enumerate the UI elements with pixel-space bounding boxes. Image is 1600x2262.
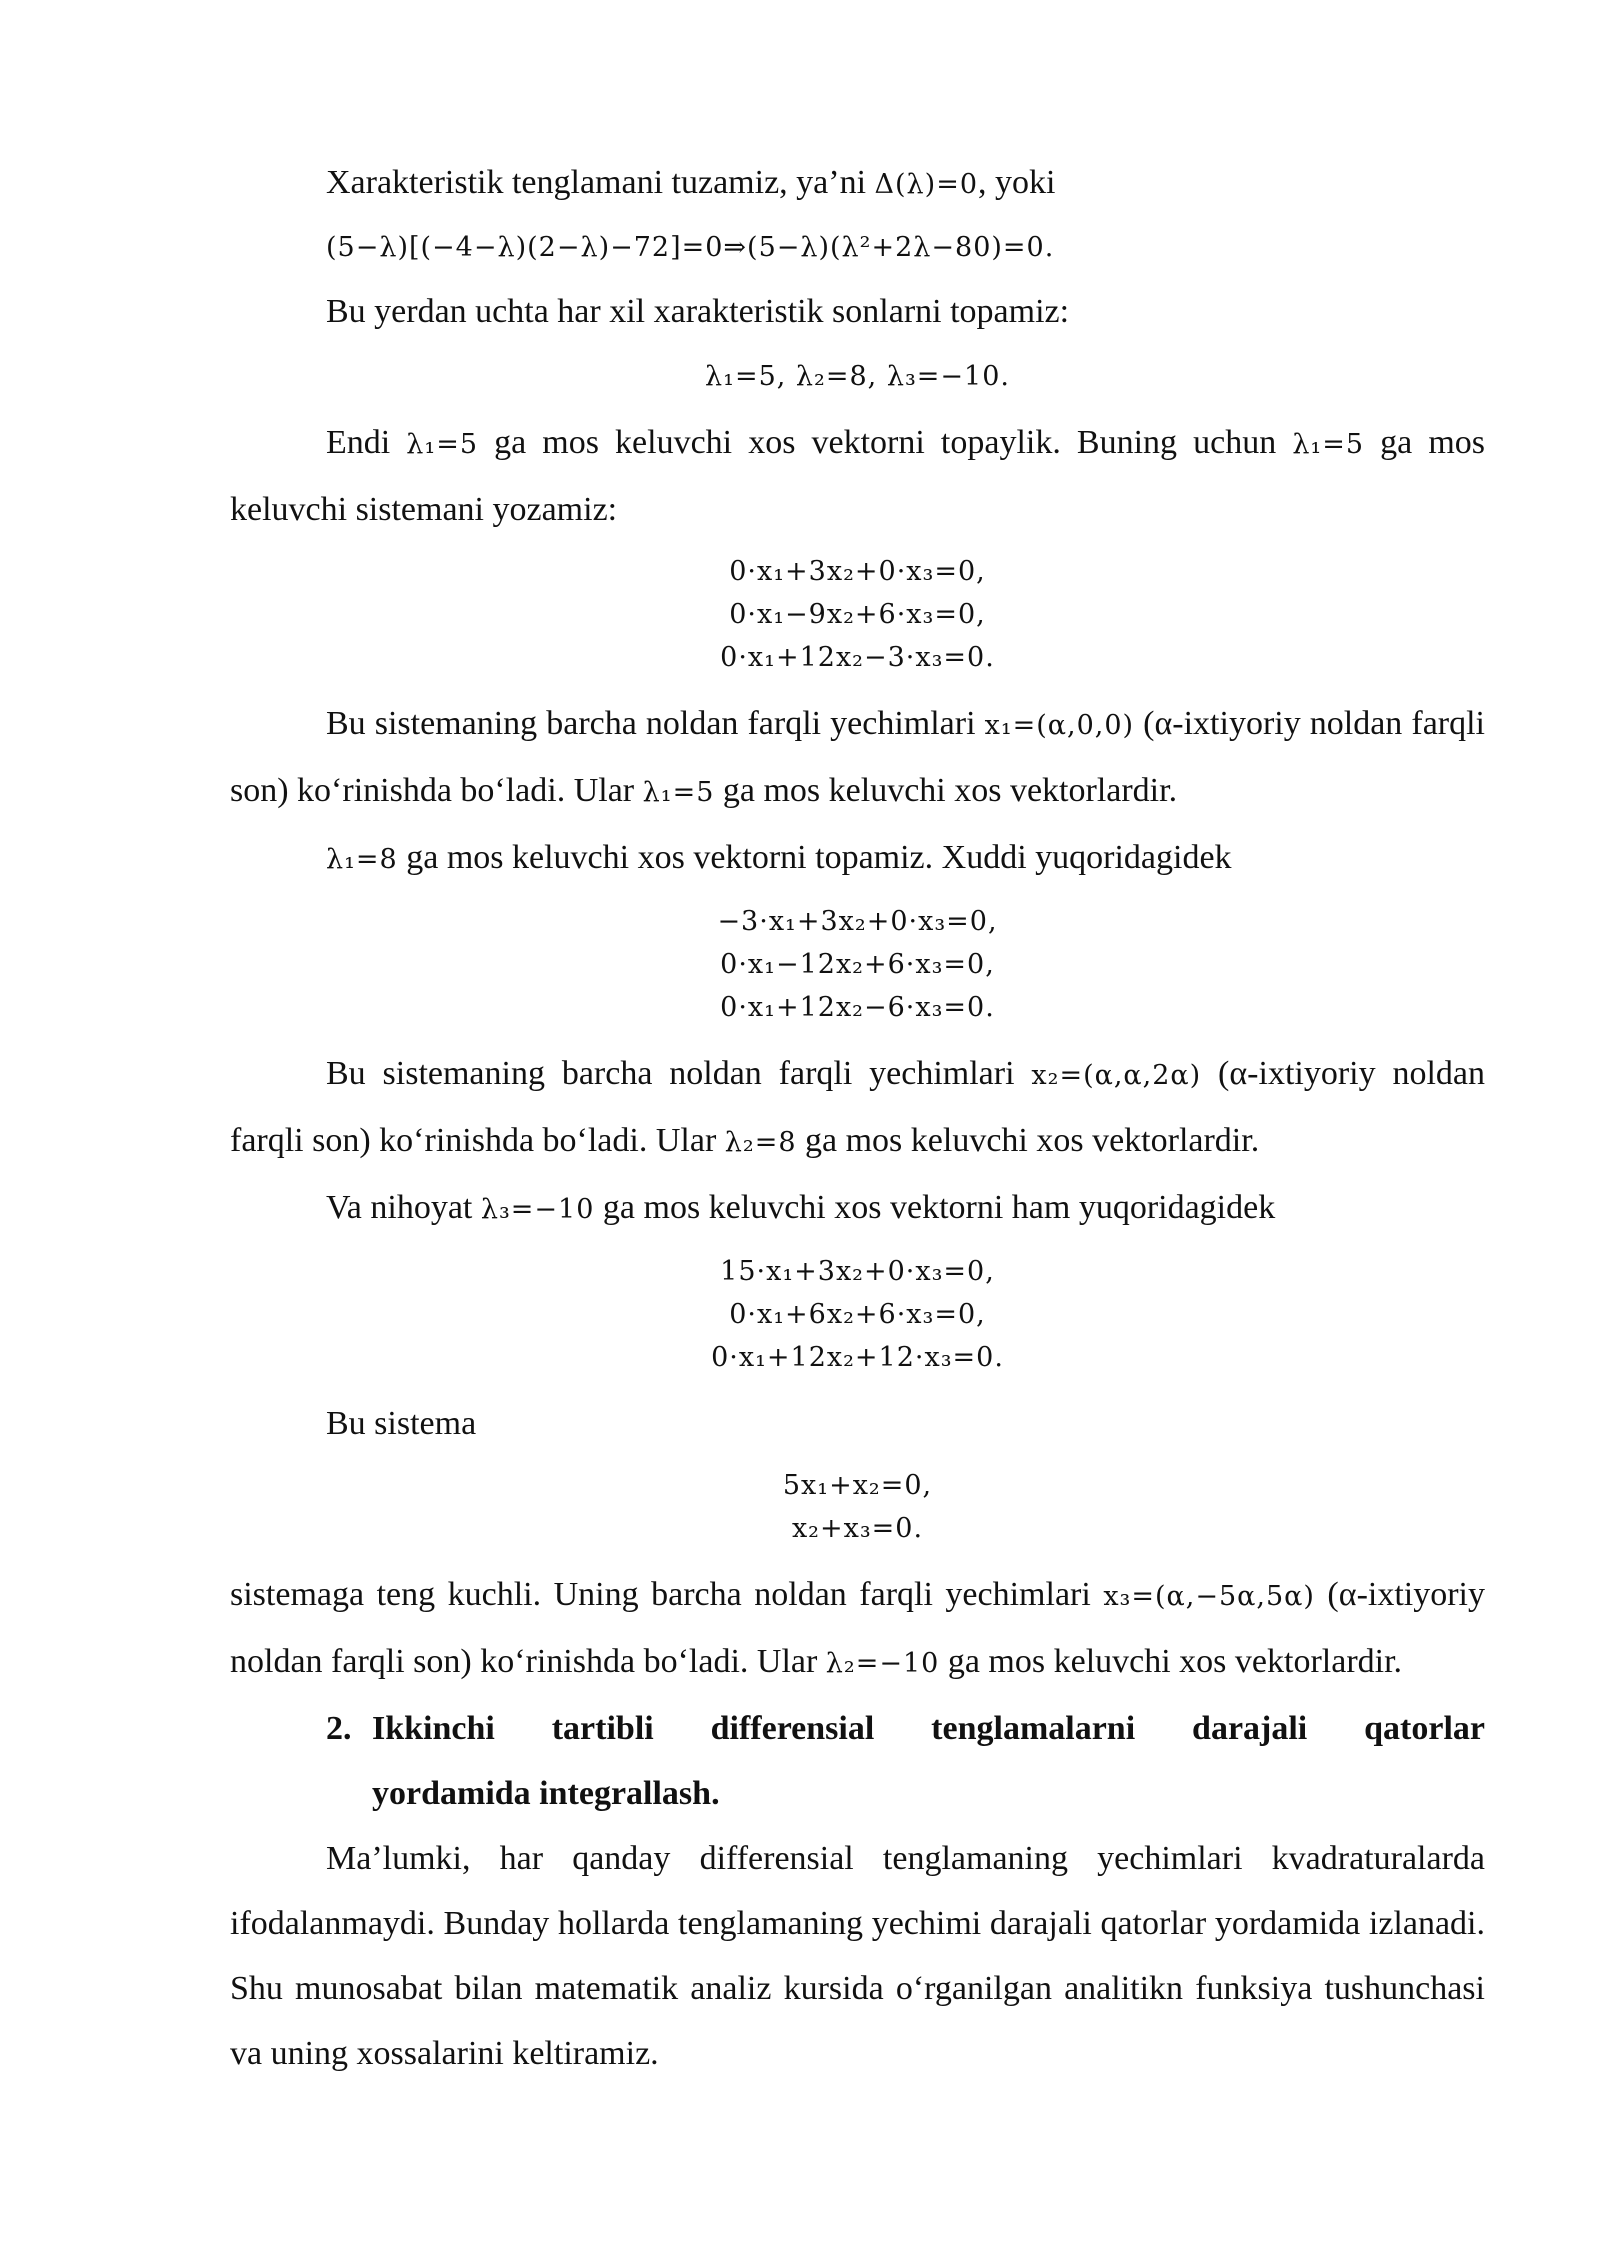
- formula-inline: λ₂=−10: [825, 1648, 940, 1679]
- text-run: (α-ixtiyoriy noldan farqli son) ko‘rinishda bo‘ladi. Ular: [230, 1576, 1485, 1680]
- section-heading: [230, 1696, 1485, 1826]
- page-content: [230, 150, 1485, 2086]
- equation-system-3: [230, 1250, 1485, 1379]
- formula-inline: λ₁=5: [1292, 429, 1365, 460]
- text-run: ga mos keluvchi xos vektorlardir.: [796, 1122, 1260, 1159]
- formula-inline: Δ(λ)=0: [874, 169, 978, 200]
- text-run: Bu sistemaning barcha noldan farqli yechimlari: [326, 1055, 1032, 1092]
- text-run: ga mos keluvchi sistemani yozamiz:: [230, 424, 1485, 528]
- formula-inline: x₃=(α,−5α,5α): [1103, 1581, 1315, 1612]
- system-equation-line: 0·x₁−12x₂+6·x₃=0,: [720, 949, 995, 980]
- formula-inline: λ₁=5: [406, 429, 479, 460]
- system-equation-line: x₂+x₃=0.: [791, 1513, 924, 1544]
- text-run: Endi: [326, 424, 407, 461]
- text-run: (α-ixtiyoriy noldan farqli son) ko‘rinishda bo‘ladi. Ular: [230, 1055, 1486, 1159]
- system-equation-line: 0·x₁+12x₂−3·x₃=0.: [720, 642, 995, 673]
- paragraph-analytic-functions: Ma’lumki, har qanday differensial tenglamaning yechimlari kvadraturalarda ifodalanmaydi. Bunday hollarda tenglamaning yechimi darajali qatorlar yordamida izlanadi. Shu munosabat bilan matematik analiz kursida o‘rganilgan analitikn funksiya tushunchasi va uning xossalarini keltiramiz.: [230, 1840, 1485, 2072]
- equation-characteristic: (5−λ)[(−4−λ)(2−λ)−72]=0⇒(5−λ)(λ²+2λ−80)=0.: [326, 232, 1055, 263]
- paragraph-characteristic-equation: [230, 150, 1485, 217]
- text-run: Bu sistemaning barcha noldan farqli yechimlari: [326, 705, 985, 742]
- formula-inline: λ₁=5: [642, 777, 715, 808]
- system-equation-line: 15·x₁+3x₂+0·x₃=0,: [720, 1256, 995, 1287]
- system-equation-line: −3·x₁+3x₂+0·x₃=0,: [717, 906, 998, 937]
- text-run: ga mos keluvchi xos vektorlardir.: [939, 1643, 1403, 1680]
- text-run: Va nihoyat: [326, 1189, 481, 1226]
- text-run: ga mos keluvchi xos vektorni ham yuqoridagidek: [594, 1189, 1276, 1226]
- text-run: ga mos keluvchi xos vektorlardir.: [714, 772, 1178, 809]
- system-equation-line: 0·x₁+3x₂+0·x₃=0,: [729, 556, 986, 587]
- system-equation-line: 5x₁+x₂=0,: [782, 1470, 933, 1501]
- equation-eigenvalues: λ₁=5, λ₂=8, λ₃=−10.: [705, 361, 1010, 392]
- formula-inline: x₁=(α,0,0): [984, 710, 1135, 741]
- text-run: ga mos keluvchi xos vektorni topaylik. Buning uchun: [478, 424, 1293, 461]
- text-run: Xarakteristik tenglamani tuzamiz, ya’ni: [326, 164, 875, 201]
- paragraph-eigenvector-2-intro: [230, 825, 1485, 892]
- paragraph-bu-sistema: Bu sistema: [326, 1405, 477, 1442]
- equation-system-2: [230, 900, 1485, 1029]
- formula-inline: λ₃=−10: [480, 1194, 595, 1225]
- paragraph-eigenvector-3-intro: [230, 1175, 1485, 1242]
- paragraph-eigenvalues-intro: Bu yerdan uchta har xil xarakteristik sonlarni topamiz:: [326, 293, 1070, 330]
- formula-inline: x₂=(α,α,2α): [1031, 1060, 1202, 1091]
- formula-inline: λ₁=8: [326, 844, 398, 875]
- system-equation-line: 0·x₁−9x₂+6·x₃=0,: [729, 599, 986, 630]
- paragraph-solution-2: [230, 1041, 1485, 1175]
- system-equation-line: 0·x₁+12x₂+12·x₃=0.: [711, 1342, 1004, 1373]
- paragraph-solution-3: [230, 1562, 1485, 1696]
- text-run: (α-ixtiyoriy noldan farqli son) ko‘rinishda bo‘ladi. Ular: [230, 705, 1485, 809]
- text-run: , yoki: [978, 164, 1056, 201]
- paragraph-solution-1: [230, 691, 1485, 825]
- equation-system-4: [230, 1464, 1485, 1550]
- equation-system-1: [230, 550, 1485, 679]
- system-equation-line: 0·x₁+12x₂−6·x₃=0.: [720, 992, 995, 1023]
- text-run: ga mos keluvchi xos vektorni topamiz. Xuddi yuqoridagidek: [397, 839, 1232, 876]
- paragraph-eigenvector-1-intro: [230, 410, 1485, 542]
- section-title-line-1: Ikkinchi tartibli differensial tenglamalarni darajali qatorlar: [372, 1710, 1485, 1747]
- formula-inline: λ₂=8: [724, 1127, 797, 1158]
- system-equation-line: 0·x₁+6x₂+6·x₃=0,: [729, 1299, 986, 1330]
- section-number: 2.: [326, 1710, 352, 1747]
- section-title-line-2: yordamida integrallash.: [372, 1775, 720, 1812]
- text-run: sistemaga teng kuchli. Uning barcha noldan farqli yechimlari: [230, 1576, 1104, 1613]
